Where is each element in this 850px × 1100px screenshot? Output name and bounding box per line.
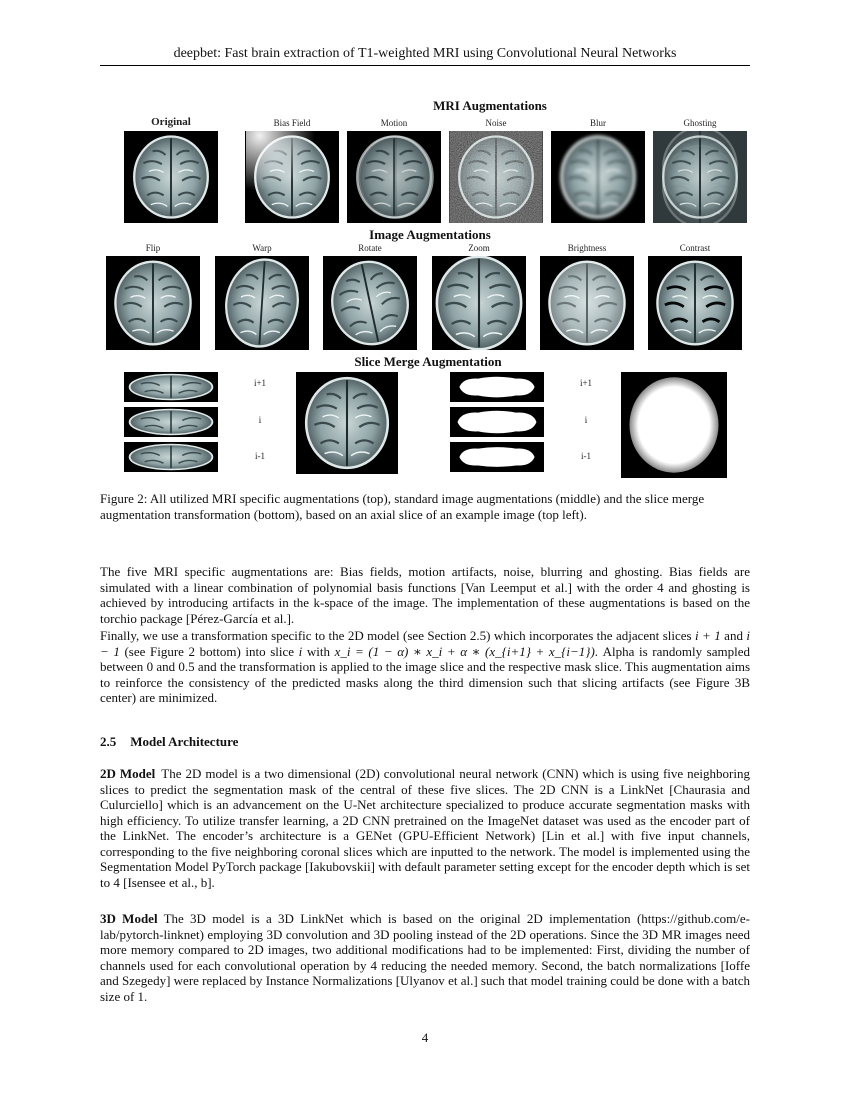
aug-rotate-image [323,256,417,350]
mask-i-minus-1 [450,442,544,472]
label-blur: Blur [589,118,606,128]
slice-image-i-minus-1 [124,442,218,472]
running-title: deepbet: Fast brain extraction of T1-weighted MRI using Convolutional Neural Networks [173,46,677,61]
page-number: 4 [421,1030,429,1045]
runin-2d-model: 2D Model [100,766,156,781]
aug-contrast-image [648,256,742,350]
p2-math-2: i − 1 [100,628,750,659]
slice-image-i [124,407,218,437]
p2-text-a: Finally, we use a transformation specific to the 2D model (see Section 2.5) which incorporates the adjacent slices [100,628,696,643]
section-heading [100,734,252,750]
mri-bias-field-image [245,131,339,223]
aug-warp-image [215,256,309,350]
slice-label-right-i-plus-1: i+1 [579,378,593,388]
label-zoom: Zoom [468,243,490,253]
section-number: 2.5 [100,734,117,749]
aug-zoom-image [432,256,526,350]
label-brightness: Brightness [567,243,607,253]
p2-math-1: i + 1 [695,628,721,643]
p3-text: The 2D model is a two dimensional (2D) convolutional neural network (CNN) which is using five neighboring slices to predict the segmentation mask of the central of these five slices. The 2D CNN is a LinkNet [Chaurasia and Culurciello] which is an advancement on the U-Net architecture specialized to produce accurate segmentation masks with high efficiency. To utilize transfer learning, a 2D CNN pretrained on the ImageNet dataset was used as the encoder part of the LinkNet. The encoder’s architecture is a GENet (GPU-Efficient Network) [Lin et al.] with five input channels, corresponding to the five neighboring coronal slices which are inputted to the network. The model is implemented using the Segmentation Model PyTorch package [Iakubovskii] with default parameter setting except for the encoder depth which is set to 4 [Isensee et al., b]. [100,766,750,890]
slice-merge-title: Slice Merge Augmentation [354,354,502,369]
section-title: Model Architecture [130,734,239,749]
label-warp: Warp [252,243,272,253]
label-ghosting: Ghosting [683,118,717,128]
mri-motion-image [347,131,441,223]
aug-brightness-image [540,256,634,350]
label-bias-field: Bias Field [273,118,311,128]
slice-merged-image [296,372,398,474]
slice-label-left-i-plus-1: i+1 [253,378,267,388]
p2-text-d: with [302,643,335,659]
paragraph-2d-model [100,766,750,890]
aug-flip-image [106,256,200,350]
mask-i-plus-1 [450,372,544,402]
mask-merged-image [621,372,727,478]
label-noise: Noise [485,118,507,128]
slice-image-i-plus-1 [124,372,218,402]
mri-blur-image [551,131,645,223]
paragraph-3d-model [100,911,750,1004]
figure-caption: Figure 2: All utilized MRI specific augmentations (top), standard image augmentations (middle) and the slice merge augmentation transformation (bottom), based on an axial slice of an example image (top left). [100,491,705,522]
mri-ghosting-image [653,131,747,223]
p2-text-b: and [720,628,747,643]
slice-label-right-i: i [584,415,588,425]
label-motion: Motion [380,118,408,128]
header-rule [100,65,750,66]
p2-math-4: x_i = (1 − α) ∗ x_i + α ∗ (x_{i+1} + x_{i−1}) [334,643,595,659]
paragraph-slice-merge [100,628,750,706]
mri-original-image [124,131,218,223]
slice-label-left-i: i [258,415,262,425]
runin-3d-model: 3D Model [100,911,158,926]
p2-text-e: . Alpha is randomly sampled between 0 and 0.5 and the transformation is applied to the image slice and the respective mask slice. This augmentation aims to reinforce the consistency of the predicted masks along the third dimension such that slicing artifacts (see Figure 3B center) are minimized. [100,643,750,705]
p2-math-3: i [298,643,303,659]
image-augmentations-title: Image Augmentations [369,227,491,242]
slice-label-right-i-minus-1: i-1 [581,451,591,461]
mri-noise-image [449,131,543,223]
label-contrast: Contrast [679,243,711,253]
label-flip: Flip [145,243,161,253]
p4-text: The 3D model is a 3D LinkNet which is based on the original 2D implementation (https://github.com/e-lab/pytorch-linknet) employing 3D convolution and 3D pooling instead of the 2D operations. Since the 3D MR images need more memory compared to 2D images, two additional modifications had to be implemented: First, dividing the number of channels used for each convolutional operation by 4 reducing the needed memory. Second, the batch normalizations [Ioffe and Szegedy] were replaced by Instance Normalizations [Ulyanov et al.] such that model training could be done with a batch size of 1. [100,911,750,1004]
p2-text-c: (see Figure 2 bottom) into slice [119,643,299,659]
mri-augmentations-title: MRI Augmentations [433,98,547,113]
paragraph-mri-augmentations: The five MRI specific augmentations are: Bias fields, motion artifacts, noise, blurring and ghosting. Bias fields are simulated with a linear combination of polynomial basis functions [Van Leemput et al.] with the order 4 and ghosting is achieved by introducing artifacts in the k-space of the image. The implementation of these augmentations is based on the torchio package [Pérez-García et al.]. [100,564,750,626]
label-rotate: Rotate [358,243,382,253]
label-original: Original [151,116,191,128]
slice-label-left-i-minus-1: i-1 [255,451,265,461]
mask-i [450,407,544,437]
